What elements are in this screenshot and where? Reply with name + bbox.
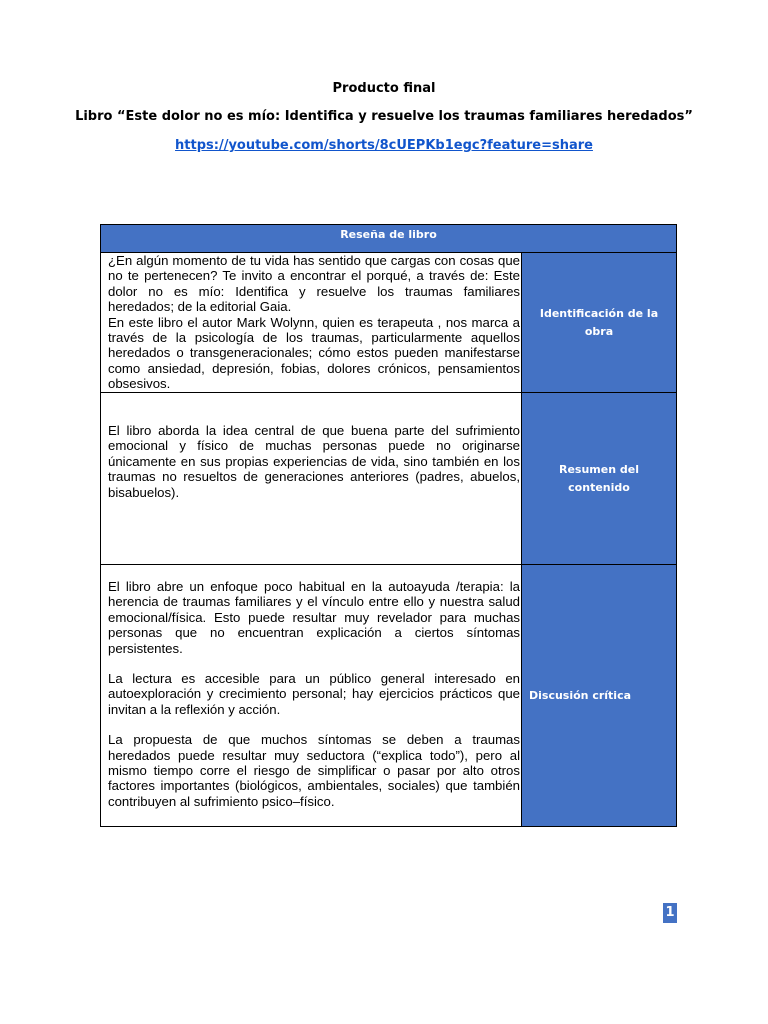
discussion-text: [101, 565, 522, 826]
table-row: [101, 393, 676, 565]
paragraph: El libro abre un enfoque poco habitual en la autoayuda /terapia: la herencia de traumas familiares y el vínculo entre ello y nuestra salud emocional/física. Esto puede resultar muy revelador para muchas personas que no encuentran explicación a ciertos síntomas persistentes.: [108, 579, 520, 656]
row-label: Discusión crítica: [529, 688, 632, 702]
page-number: 1: [663, 903, 677, 923]
row-label: Identificación de la obra: [539, 306, 659, 338]
review-table: [100, 224, 677, 827]
book-title: Libro “Este dolor no es mío: Identifica y resuelve los traumas familiares heredados”: [75, 109, 693, 124]
identification-label: [522, 253, 676, 392]
paragraph: El libro aborda la idea central de que buena parte del sufrimiento emocional y físico de muchas personas puede no originarse únicamente en sus propias experiencias de vida, sino también en los traumas no resueltos de generaciones anteriores (padres, abuelos, bisabuelos).: [108, 423, 520, 500]
paragraph: En este libro el autor Mark Wolynn, quien es terapeuta , nos marca a través de la psicología de los traumas, particularmente aquellos heredados o transgeneracionales; cómo estos pueden manifestarse como ansiedad, depresión, fobias, dolores crónicos, pensamientos obsesivos.: [108, 314, 520, 392]
summary-label: [522, 393, 676, 564]
table-row: [101, 565, 676, 826]
video-link[interactable]: https://youtube.com/shorts/8cUEPKb1egc?feature=share: [175, 138, 593, 153]
table-header: [101, 225, 676, 253]
paragraph: ¿En algún momento de tu vida has sentido que cargas con cosas que no te pertenecen? Te invito a encontrar el porqué, a través de: Este dolor no es mío: Identifica y resuelve los traumas familiares heredados; de la editorial Gaia.: [108, 253, 520, 315]
table-row: [101, 253, 676, 393]
row-label: Resumen del contenido: [559, 462, 639, 494]
document-title: Producto final: [332, 81, 436, 96]
table-heading: Reseña de libro: [340, 228, 437, 241]
paragraph: La propuesta de que muchos síntomas se deben a traumas heredados puede resultar muy seductora (“explica todo”), pero al mismo tiempo corre el riesgo de simplificar o pasar por alto otros factores importantes (biológicos, ambientales, sociales) que también contribuyen al sufrimiento psico–físico.: [108, 732, 520, 809]
summary-text: [101, 393, 522, 564]
paragraph: La lectura es accesible para un público general interesado en autoexploración y crecimiento personal; hay ejercicios prácticos que invitan a la reflexión y acción.: [108, 671, 520, 717]
discussion-label: [522, 565, 676, 826]
identification-text: [101, 253, 522, 392]
